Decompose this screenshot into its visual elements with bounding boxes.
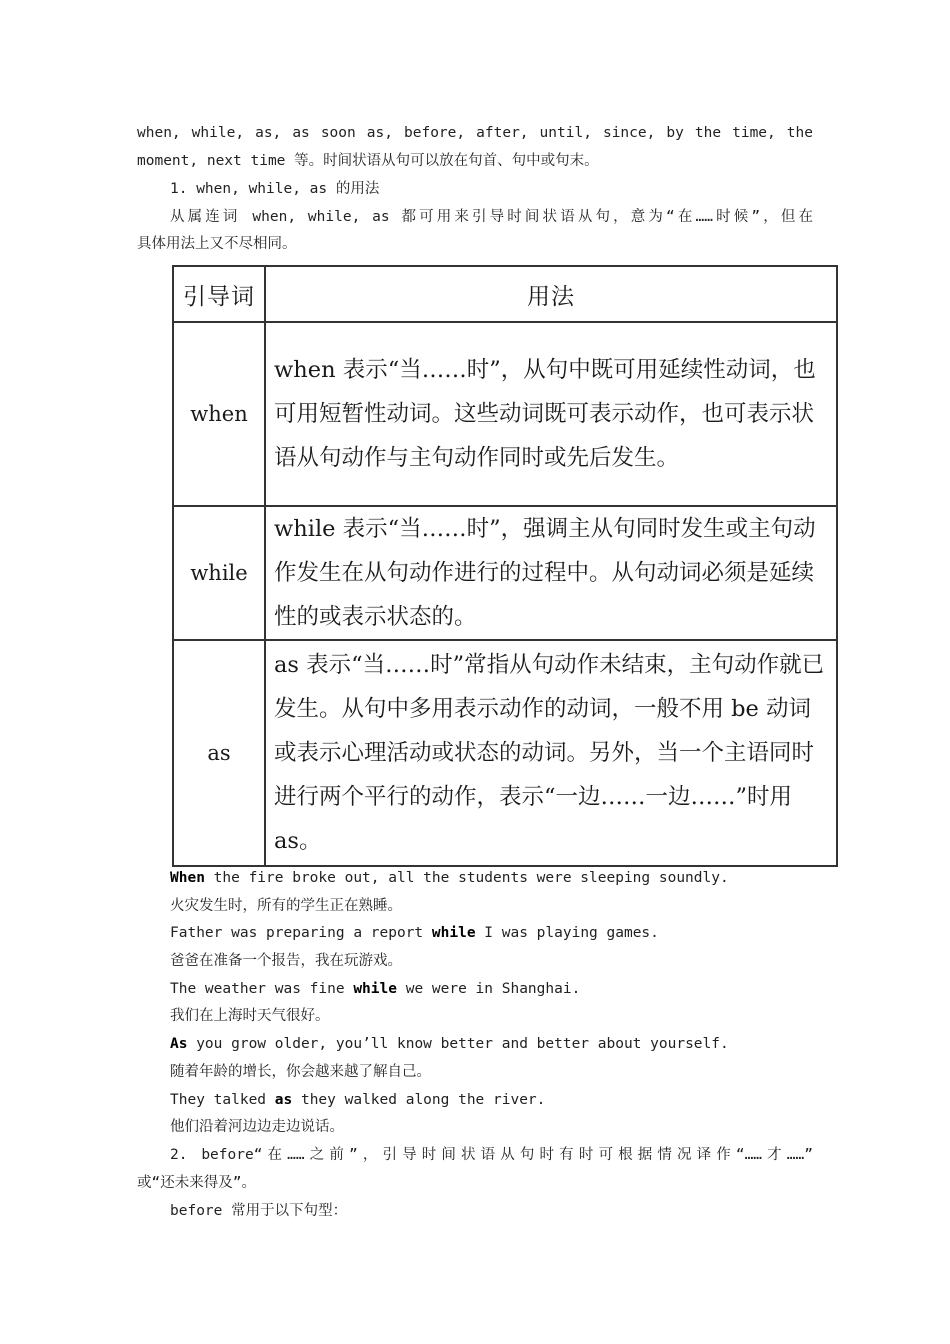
- table-header-word: 引导词: [173, 266, 265, 322]
- table-header-row: [173, 266, 837, 322]
- table-cell-word: as: [173, 640, 265, 866]
- example-text: I was playing games.: [475, 925, 659, 941]
- section-2-line-1: 2. before“在……之前”，引导时间状语从句时有时可根据情况译作“……才……”: [170, 1147, 813, 1163]
- section-1-para-line-1: 从属连词 when, while, as 都可用来引导时间状语从句，意为“在……时候”，但在: [170, 209, 813, 225]
- example-translation: 火灾发生时，所有的学生正在熟睡。: [170, 898, 402, 914]
- table-cell-word: when: [173, 322, 265, 506]
- example-keyword: When: [170, 870, 205, 886]
- example-translation: 我们在上海时天气很好。: [170, 1008, 330, 1024]
- section-1-heading: 1. when, while, as 的用法: [170, 181, 380, 197]
- table-header-usage: 用法: [265, 266, 837, 322]
- table-cell-usage: as 表示“当……时”常指从句动作未结束，主句动作就已发生。从句中多用表示动作的动词，一般不用 be 动词或表示心理活动或状态的动词。另外，当一个主语同时进行两个平行的动作，表示“一边……一边……”时用 as。: [265, 640, 837, 866]
- example-text: The weather was fine: [170, 981, 354, 997]
- table-cell-usage: when 表示“当……时”，从句中既可用延续性动词，也可用短暂性动词。这些动词既可表示动作，也可表示状语从句动作与主句动作同时或先后发生。: [265, 322, 837, 506]
- example-keyword: while: [431, 925, 476, 941]
- example-text: They talked: [170, 1092, 275, 1108]
- table-row: [173, 322, 837, 506]
- example-text: Father was preparing a report: [170, 925, 432, 941]
- example-sentence: [170, 1034, 729, 1054]
- example-sentence: [170, 979, 580, 999]
- table-row: [173, 640, 837, 866]
- table-cell-word: while: [173, 506, 265, 640]
- intro-line-1: when, while, as, as soon as, before, after, until, since, by the time, the: [137, 125, 813, 141]
- example-text: the fire broke out, all the students were sleeping soundly.: [204, 870, 729, 886]
- section-2-line-3: before 常用于以下句型：: [170, 1203, 348, 1219]
- example-keyword: as: [274, 1092, 293, 1108]
- example-text: we were in Shanghai.: [396, 981, 581, 997]
- section-1-para-line-2: 具体用法上又不尽相同。: [137, 236, 297, 252]
- example-sentence: [170, 868, 729, 888]
- example-translation: 他们沿着河边边走边说话。: [170, 1119, 344, 1135]
- section-2-line-2: 或“还未来得及”。: [137, 1175, 256, 1191]
- example-translation: 爸爸在准备一个报告，我在玩游戏。: [170, 953, 402, 969]
- example-keyword: As: [170, 1036, 188, 1052]
- table-cell-usage: while 表示“当……时”，强调主从句同时发生或主句动作发生在从句动作进行的过程中。从句动词必须是延续性的或表示状态的。: [265, 506, 837, 640]
- usage-table: [172, 265, 838, 867]
- example-text: they walked along the river.: [292, 1092, 546, 1108]
- example-keyword: while: [353, 981, 397, 997]
- example-sentence: [170, 1090, 545, 1110]
- example-translation: 随着年龄的增长，你会越来越了解自己。: [170, 1064, 431, 1080]
- intro-line-2: moment, next time 等。时间状语从句可以放在句首、句中或句末。: [137, 153, 599, 169]
- example-text: you grow older, you’ll know better and better about yourself.: [187, 1036, 729, 1052]
- table-row: [173, 506, 837, 640]
- example-sentence: [170, 923, 659, 943]
